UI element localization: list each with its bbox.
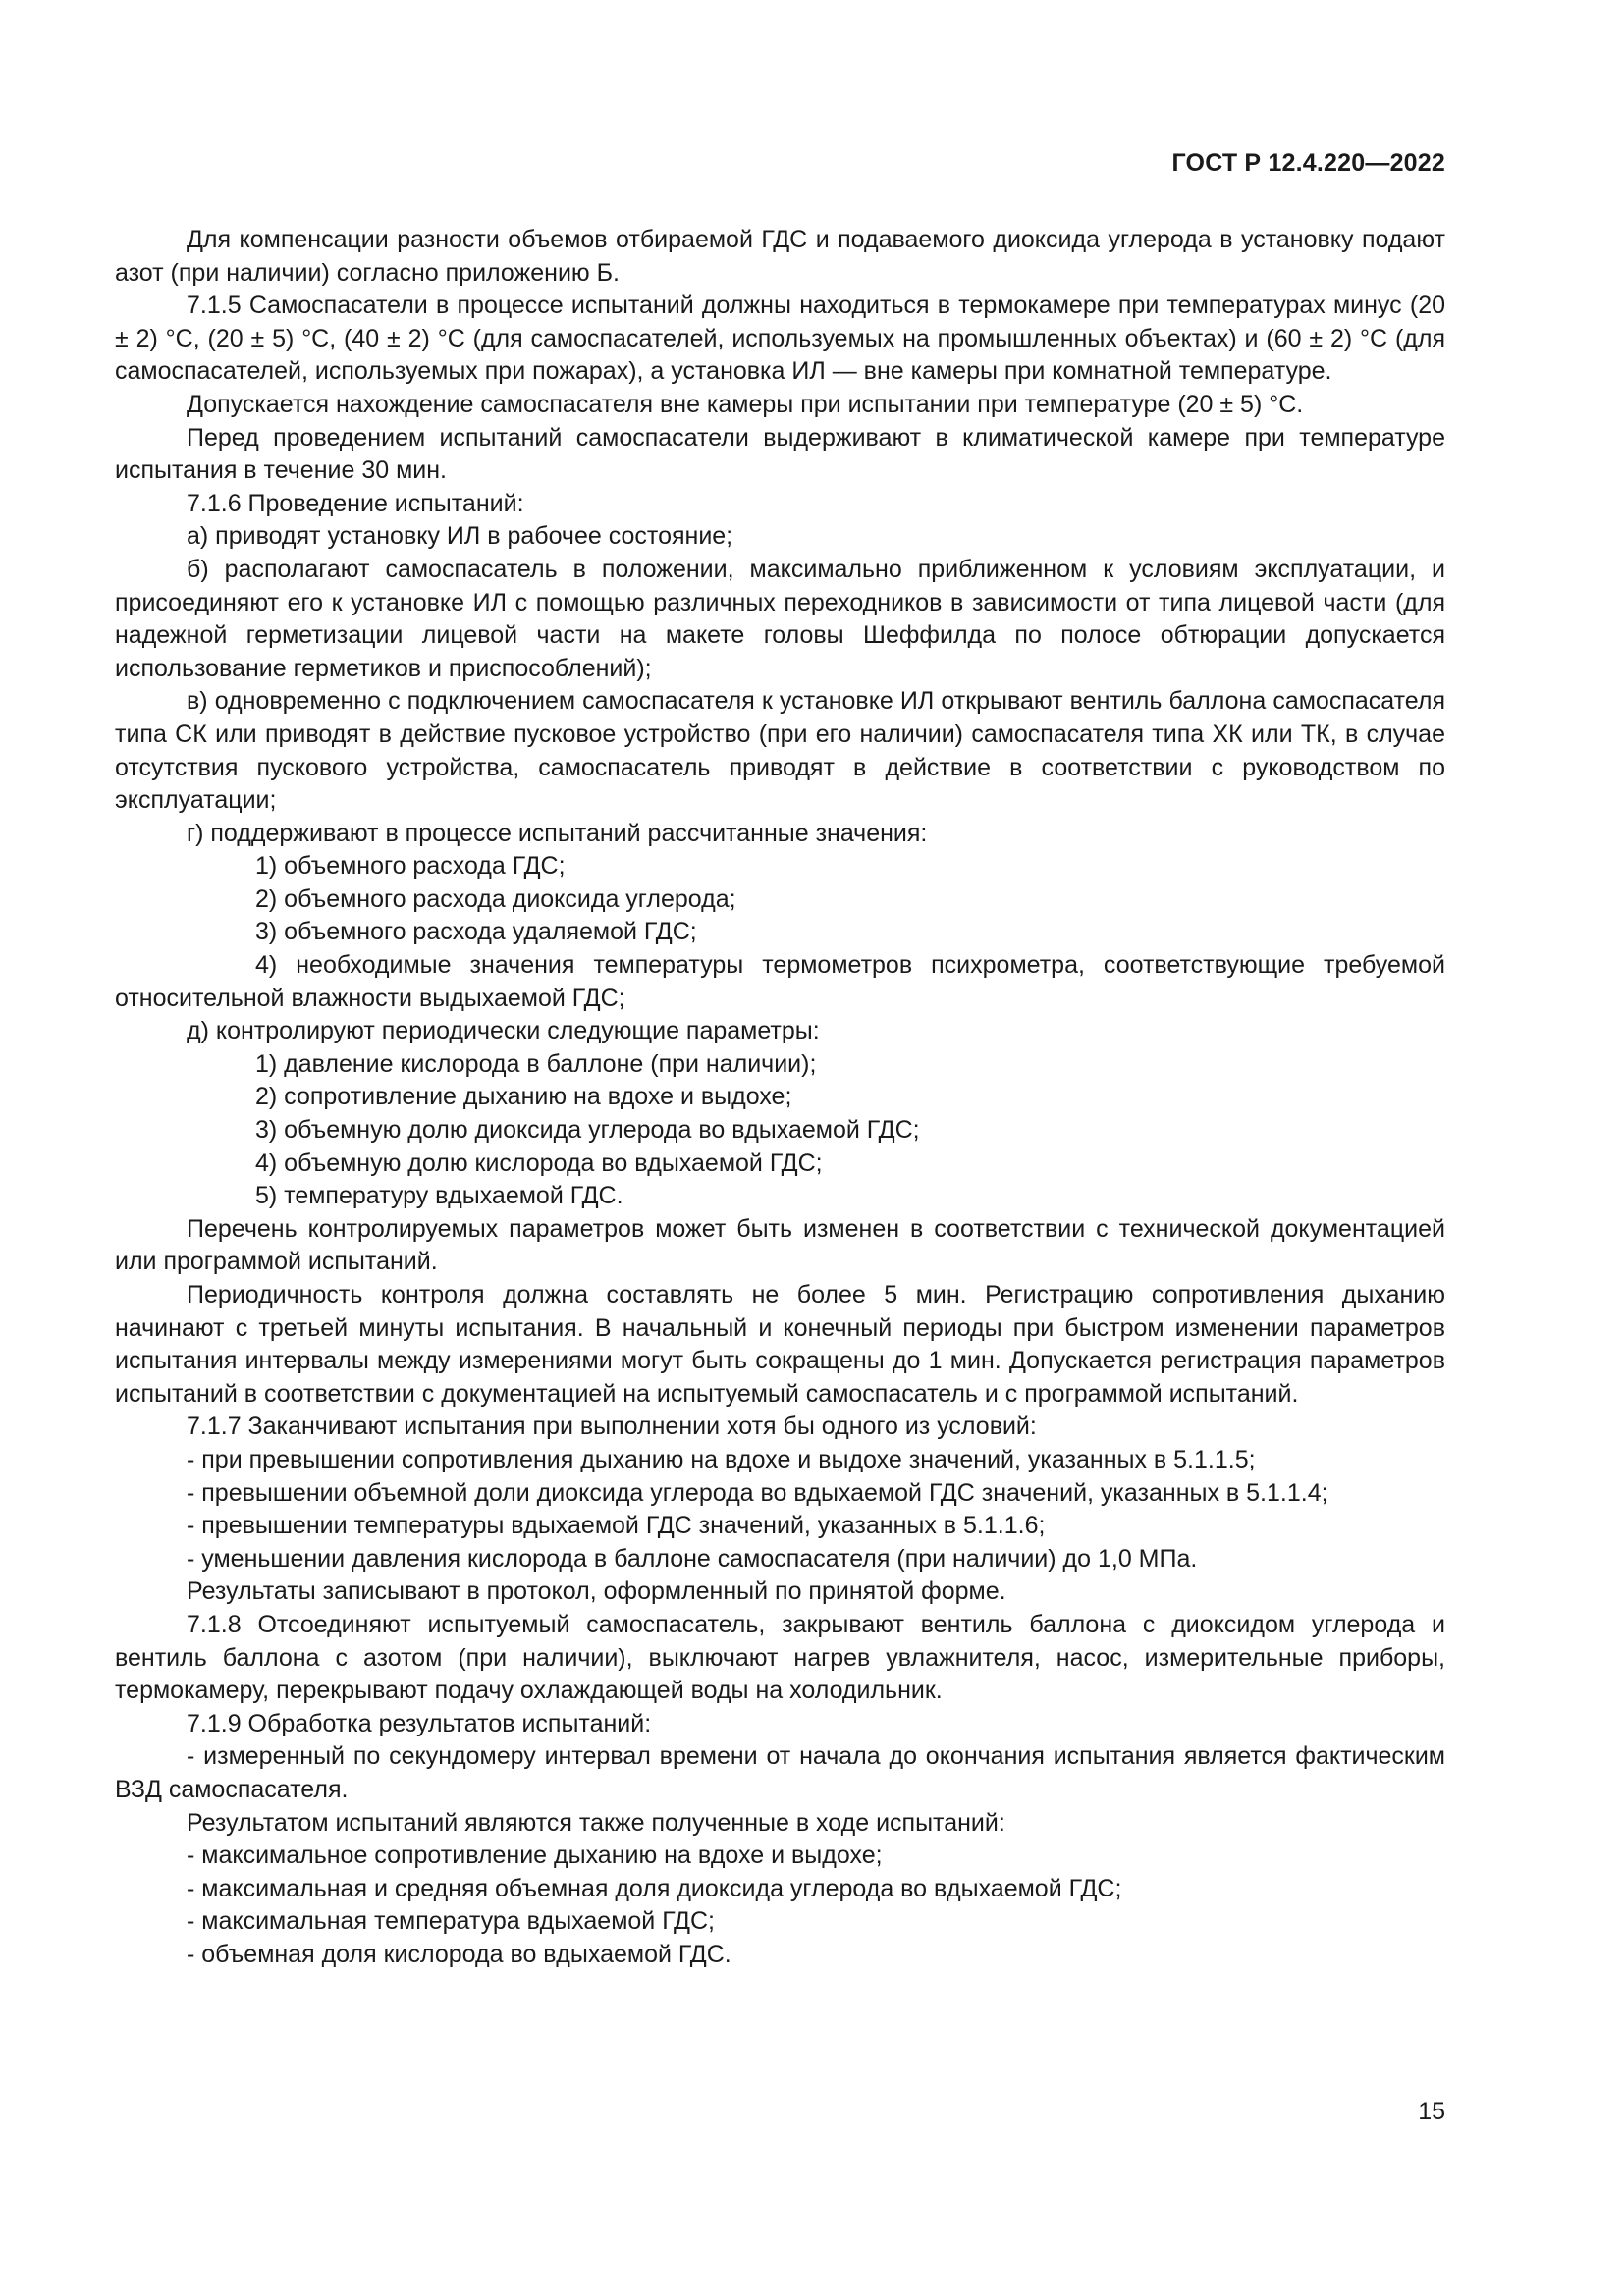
sub-list-item: 3) объемную долю диоксида углерода во вдыхаемой ГДС;: [255, 1116, 920, 1145]
page-number: 15: [1418, 2098, 1445, 2125]
list-item: д) контролируют периодически следующие параметры:: [187, 1017, 820, 1045]
dash-item: - измеренный по секундомеру интервал времени от начала до окончания испытания является фактическим ВЗД самоспасателя.: [115, 1742, 1445, 1803]
sub-list-item: 4) необходимые значения температуры термометров психрометра, соответствующие требуемой относительной влажности выдыхаемой ГДС;: [115, 951, 1445, 1012]
dash-item: - превышении температуры вдыхаемой ГДС значений, указанных в 5.1.1.6;: [187, 1512, 1046, 1540]
paragraph: Результаты записывают в протокол, оформленный по принятой форме.: [187, 1577, 1006, 1606]
sub-list-item: 1) объемного расхода ГДС;: [255, 852, 566, 881]
sub-list-item: 2) объемного расхода диоксида углерода;: [255, 884, 736, 913]
dash-item: - уменьшении давления кислорода в баллоне самоспасателя (при наличии) до 1,0 МПа.: [187, 1544, 1198, 1573]
list-item: а) приводят установку ИЛ в рабочее состояние;: [187, 522, 733, 551]
section-7-1-5: 7.1.5 Самоспасатели в процессе испытаний должны находиться в термокамере при температурах минус (20 ± 2) °С, (20 ± 5) °С, (40 ± 2) °С (для самоспасателей, используемых на промышленных объектах) и (60 ± 2) °С (для самоспасателей, используемых при пожарах), а установка ИЛ — вне камеры при комнатной температуре.: [115, 292, 1445, 386]
dash-item: - при превышении сопротивления дыханию на вдохе и выдохе значений, указанных в 5.1.1.5;: [187, 1445, 1256, 1473]
dash-item: - превышении объемной доли диоксида углерода во вдыхаемой ГДС значений, указанных в 5.1.1.4;: [187, 1478, 1328, 1507]
dash-item: - максимальная и средняя объемная доля диоксида углерода во вдыхаемой ГДС;: [187, 1874, 1122, 1902]
section-7-1-9-heading: 7.1.9 Обработка результатов испытаний:: [187, 1709, 652, 1737]
list-item: б) располагают самоспасатель в положении, максимально приближенном к условиям эксплуатации, и присоединяют его к установке ИЛ с помощью различных переходников в зависимости от типа лицевой части (для надежной герметизации лицевой части на макете головы Шеффилда по полосе обтюрации допускается использование герметиков и приспособлений);: [115, 555, 1445, 682]
document-body: [115, 224, 1445, 1971]
dash-item: - максимальное сопротивление дыханию на вдохе и выдохе;: [187, 1842, 883, 1870]
sub-list-item: 5) температуру вдыхаемой ГДС.: [255, 1182, 623, 1210]
paragraph: Перечень контролируемых параметров может быть изменен в соответствии с технической документацией или программой испытаний.: [115, 1214, 1445, 1276]
sub-list-item: 1) давление кислорода в баллоне (при наличии);: [255, 1049, 817, 1078]
paragraph: Для компенсации разности объемов отбираемой ГДС и подаваемого диоксида углерода в установку подают азот (при наличии) согласно приложению Б.: [115, 226, 1445, 287]
section-7-1-6-heading: 7.1.6 Проведение испытаний:: [187, 489, 524, 517]
sub-list-item: 3) объемного расхода удаляемой ГДС;: [255, 918, 697, 946]
section-7-1-8: 7.1.8 Отсоединяют испытуемый самоспасатель, закрывают вентиль баллона с диоксидом углерода и вентиль баллона с азотом (при наличии), выключают нагрев увлажнителя, насос, измерительные приборы, термокамеру, перекрывают подачу охлаждающей воды на холодильник.: [115, 1610, 1445, 1705]
paragraph: Перед проведением испытаний самоспасатели выдерживают в климатической камере при температуре испытания в течение 30 мин.: [115, 423, 1445, 485]
list-item: в) одновременно с подключением самоспасателя к установке ИЛ открывают вентиль баллона самоспасателя типа СК или приводят в действие пусковое устройство (при его наличии) самоспасателя типа ХК или ТК, в случае отсутствия пускового устройства, самоспасатель приводят в действие в соответствии с руководством по эксплуатации;: [115, 687, 1445, 815]
sub-list-item: 2) сопротивление дыханию на вдохе и выдохе;: [255, 1083, 792, 1111]
paragraph: Периодичность контроля должна составлять не более 5 мин. Регистрацию сопротивления дыханию начинают с третьей минуты испытания. В начальный и конечный периоды при быстром изменении параметров испытания интервалы между измерениями могут быть сокращены до 1 мин. Допускается регистрация параметров испытаний в соответствии с документацией на испытуемый самоспасатель и с программой испытаний.: [115, 1281, 1445, 1408]
dash-item: - объемная доля кислорода во вдыхаемой ГДС.: [187, 1940, 731, 1968]
paragraph: Результатом испытаний являются также полученные в ходе испытаний:: [187, 1808, 1005, 1837]
document-code-header: ГОСТ Р 12.4.220—2022: [1171, 149, 1445, 177]
section-7-1-7-heading: 7.1.7 Заканчивают испытания при выполнении хотя бы одного из условий:: [187, 1413, 1037, 1441]
paragraph: Допускается нахождение самоспасателя вне камеры при испытании при температуре (20 ± 5) °С.: [187, 390, 1304, 418]
dash-item: - максимальная температура вдыхаемой ГДС;: [187, 1907, 715, 1936]
list-item: г) поддерживают в процессе испытаний рассчитанные значения:: [187, 819, 928, 847]
sub-list-item: 4) объемную долю кислорода во вдыхаемой ГДС;: [255, 1148, 823, 1177]
